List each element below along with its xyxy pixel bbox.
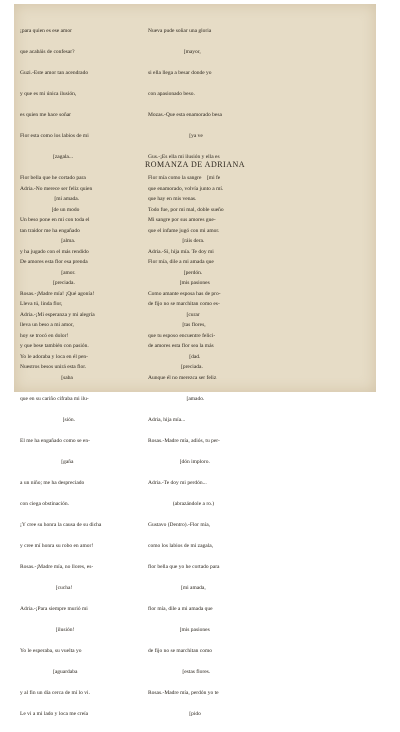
verse-line: Flor bella que he cortado para (20, 175, 86, 181)
verse-line: Como amante esposa has de pro- (148, 291, 221, 297)
verse-line: y ha jugado con el más rendido (20, 249, 89, 255)
verse-line: de fijo no se marchitan como (148, 648, 212, 654)
verse-line: Le vi a mi lado y loca me creía (20, 711, 89, 717)
verse-line: [pido (148, 711, 201, 717)
verse-line: [mis pasiones (148, 280, 210, 286)
verse-line: [ilusión! (20, 627, 75, 633)
verse-line: Yo le adoraba y loca en él pen- (20, 354, 89, 360)
verse-line: que el infame jugó con mi amor. (148, 228, 220, 234)
verse-line: Gustavo (Dentro).-Flor mía, (148, 522, 211, 528)
verse-line: [mi amada, (148, 585, 206, 591)
verse-line: [de un modo (20, 207, 80, 213)
verse-line: Flor mía como la sangre [mi fe (148, 175, 221, 181)
verse-line: y que bese también con pasión. (20, 343, 89, 349)
verse-line: Adria.-Si, hija mía. Te doy mi (148, 249, 214, 255)
verse-line: si ella llega a besar donde yo (148, 70, 212, 76)
verse-line: [aguardaba (20, 669, 78, 675)
verse-line: ¡Y cree su honra la causa de su dicha (20, 522, 102, 528)
verse-line: (abrazándole a ro.) (148, 501, 215, 507)
verse-line: Aunque él no merezca ser feliz (148, 375, 217, 381)
verse-line: Guzi.-Este amor tan acendrado (20, 70, 89, 76)
verse-line: Gus.-¡Es ella mi ilusión y ella es (148, 154, 220, 160)
verse-line: Rosas.-Madre mía, adiós, tu per- (148, 438, 220, 444)
verse-line: que en su cariño cifraba mi ilu- (20, 396, 89, 402)
verse-line: Mozas.-Que esta enamorado besa (148, 112, 222, 118)
verse-line: De amores esta flor esa prenda (20, 259, 88, 265)
verse-line: Adria.-Te doy mi perdón... (148, 480, 207, 486)
verse-line: [preciada. (148, 364, 203, 370)
verse-line: [perdón. (148, 270, 203, 276)
verse-line: y al fin un día cerca de mí lo vi. (20, 690, 90, 696)
verse-line: que acabáis de confesar? (20, 49, 75, 55)
verse-line: flor bella que yo he cortado para (148, 564, 220, 570)
verse-line: [saba (20, 375, 73, 381)
verse-line: [sión. (20, 417, 75, 423)
verse-line: [cucha! (20, 585, 73, 591)
verse-line: [ráis dera. (148, 238, 205, 244)
verse-line: Nueva pude soñar una gloria (148, 28, 212, 34)
verse-line: hoy se trocó en dolor! (20, 333, 69, 339)
libretto-page (14, 4, 376, 717)
verse-line: Rosas.-Madre mía, perdón yo te (148, 690, 219, 696)
verse-line: con ciega obstinación. (20, 501, 70, 507)
verse-line: Mi sangre por sus amores gue- (148, 217, 216, 223)
verse-line: [zagala... (20, 154, 73, 160)
verse-line: Flor mía, dile a mi amada que (148, 259, 214, 265)
verse-line: [mi amada. (20, 196, 80, 202)
verse-line: [preciada. (20, 280, 75, 286)
verse-line: El me ha engañado como se en- (20, 438, 90, 444)
verse-line: [estas flores. (148, 669, 211, 675)
verse-line: y cree mí honra su robo en amor! (20, 543, 94, 549)
verse-line: [mis pasiones (148, 627, 210, 633)
verse-line: Todo fue, por mi mal, doble sueño (148, 207, 224, 213)
verse-line: a un niño; me ha despreciado (20, 480, 85, 486)
verse-line: [ya ve (148, 133, 203, 139)
verse-line: que enamorado, volvía junto a mí. (148, 186, 224, 192)
verse-line: es quien me hace soñar (20, 112, 72, 118)
verse-line: y que es mi única ilusión, (20, 91, 77, 97)
verse-line: [alma. (20, 238, 76, 244)
verse-line: Adria.-¡Mi esperanza y mi alegría (20, 312, 95, 318)
verse-line: tan traidor me ha engañado (20, 228, 80, 234)
verse-line: [curar (148, 312, 200, 318)
verse-line: con apasionado beso. (148, 91, 195, 97)
verse-line: que tu esposo encuentre felici- (148, 333, 216, 339)
verse-line: lleva un beso a mi amor, (20, 322, 74, 328)
verse-line: como los labios de mi zagala, (148, 543, 214, 549)
verse-line: [amado. (148, 396, 205, 402)
verse-line: de fijo no se marchitan como es- (148, 301, 220, 307)
verse-line: [amor. (20, 270, 76, 276)
verse-line: ¡para quien es ese amor (20, 28, 72, 34)
verse-line: [tas flores, (148, 322, 206, 328)
verse-line: Flor esta como los labios de mi (20, 133, 89, 139)
bottom-right-column (148, 172, 298, 732)
section-title: ROMANZA DE ADRIANA (144, 160, 246, 169)
verse-line: de amores esta flor sea la más (148, 343, 214, 349)
verse-line: Adria.-No merece ser feliz quien (20, 186, 93, 192)
verse-line: Nuestros besos unirá esta flor. (20, 364, 87, 370)
verse-line: Rosas.-¡Madre mía! ¡Qué agonía! (20, 291, 95, 297)
verse-line: Rosas.-¡Madre mía, no llores, es- (20, 564, 94, 570)
verse-line: Lleva tú, linda flor, (20, 301, 63, 307)
verse-line: [gaña (20, 459, 74, 465)
verse-line: [dón imploro. (148, 459, 210, 465)
verse-line: [mayor, (148, 49, 201, 55)
verse-line: Yo le esperaba, su vuelta yo (20, 648, 82, 654)
verse-line: [dad. (148, 354, 201, 360)
verse-line: que hay en mis venas. (148, 196, 197, 202)
verse-line: Adria, hija mía... (148, 417, 186, 423)
verse-line: flor mía, dile a mi amada que (148, 606, 213, 612)
verse-line: Adria.-¡Para siempre murió mi (20, 606, 88, 612)
verse-line: Un beso pone en mi con toda el (20, 217, 90, 223)
